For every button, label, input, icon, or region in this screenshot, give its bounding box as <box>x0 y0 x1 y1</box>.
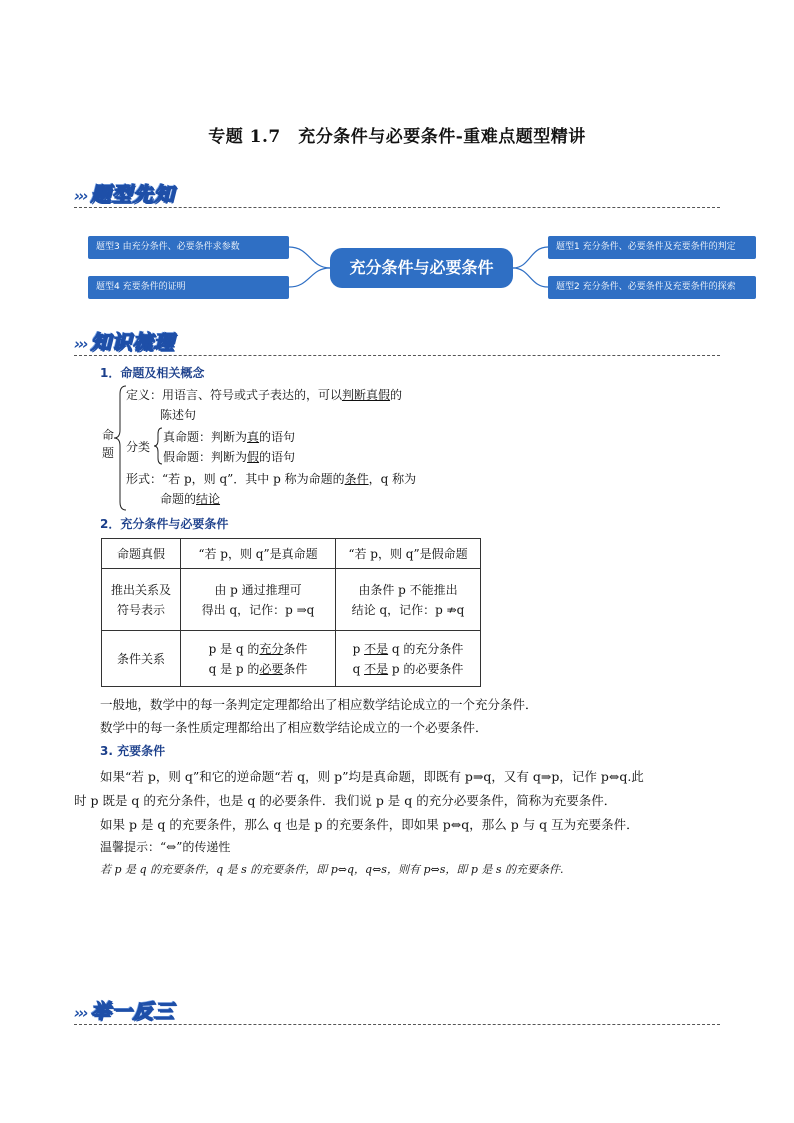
classification-label: 分类 <box>126 440 151 454</box>
paragraph: 时 p 既是 q 的充分条件，也是 q 的必要条件．我们说 p 是 q 的充分必要条件，简称为充要条件． <box>74 793 617 808</box>
definition-line: 定义：用语言、符号或式子表达的，可以判断真假的 <box>126 388 403 402</box>
paragraph: 如果“若 p，则 q”和它的逆命题“若 q，则 p”均是真命题，即既有 p⇒q，又有 q⇒p，记作 p⇔q.此 <box>100 769 644 784</box>
banner-text: 举一反三 <box>90 999 175 1023</box>
form-line2: 命题的结论 <box>160 492 221 506</box>
tip-body: 若 p 是 q 的充要条件，q 是 s 的充要条件，即 p⇔q，q⇔s，则有 p⇔s，即 p 是 s 的充要条件. <box>100 863 564 876</box>
table-cell: 推出关系及 符号表示 <box>102 569 181 631</box>
banner-text: 题型先知 <box>90 182 175 206</box>
arrows-icon: ››› <box>74 335 87 353</box>
form-line: 形式：“若 p，则 q”．其中 p 称为命题的条件，q 称为 <box>126 472 417 486</box>
table-cell: p 是 q 的充分条件 q 是 p 的必要条件 <box>181 631 336 687</box>
table-cell: 由条件 p 不能推出 结论 q，记作：p ⇏q <box>336 569 481 631</box>
definition-line2: 陈述句 <box>160 408 197 422</box>
section-banner-practice <box>74 995 175 1024</box>
table-header-cell: “若 p，则 q”是真命题 <box>181 539 336 569</box>
mindmap-node-type2: 题型2 充分条件、必要条件及充要条件的探索 <box>548 276 756 299</box>
mindmap-node-type1: 题型1 充分条件、必要条件及充要条件的判定 <box>548 236 756 259</box>
true-proposition: 真命题：判断为真的语句 <box>163 430 296 444</box>
paragraph: 数学中的每一条性质定理都给出了相应数学结论成立的一个必要条件． <box>100 720 488 735</box>
tip-title: 温馨提示：“⇔”的传递性 <box>100 840 231 854</box>
false-proposition: 假命题：判断为假的语句 <box>163 450 296 464</box>
divider <box>74 1024 720 1025</box>
section-heading-2: 2．充分条件与必要条件 <box>100 517 229 531</box>
mindmap-node-type3: 题型3 由充分条件、必要条件求参数 <box>88 236 289 259</box>
section-heading-1: 1．命题及相关概念 <box>100 366 205 380</box>
page-title: 专题 1.7 充分条件与必要条件-重难点题型精讲 <box>208 127 586 147</box>
section-heading-3: 3. 充要条件 <box>100 744 166 758</box>
table-header-cell: “若 p，则 q”是假命题 <box>336 539 481 569</box>
paragraph: 如果 p 是 q 的充要条件，那么 q 也是 p 的充要条件，即如果 p⇔q，那么 p 与 q 互为充要条件． <box>100 817 639 832</box>
mindmap-node-type4: 题型4 充要条件的证明 <box>88 276 289 299</box>
table-row <box>102 569 481 631</box>
paragraph: 一般地，数学中的每一条判定定理都给出了相应数学结论成立的一个充分条件． <box>100 697 538 712</box>
tree-root: 命题 <box>102 428 115 460</box>
table-header-cell: 命题真假 <box>102 539 181 569</box>
banner-text: 知识梳理 <box>90 330 175 354</box>
table-row <box>102 539 481 569</box>
condition-table <box>101 538 481 687</box>
table-cell: p 不是 q 的充分条件 q 不是 p 的必要条件 <box>336 631 481 687</box>
arrows-icon: ››› <box>74 1004 87 1022</box>
mindmap-center: 充分条件与必要条件 <box>330 248 513 288</box>
arrows-icon: ››› <box>74 187 87 205</box>
table-cell: 条件关系 <box>102 631 181 687</box>
table-row <box>102 631 481 687</box>
table-cell: 由 p 通过推理可 得出 q，记作：p ⇒q <box>181 569 336 631</box>
